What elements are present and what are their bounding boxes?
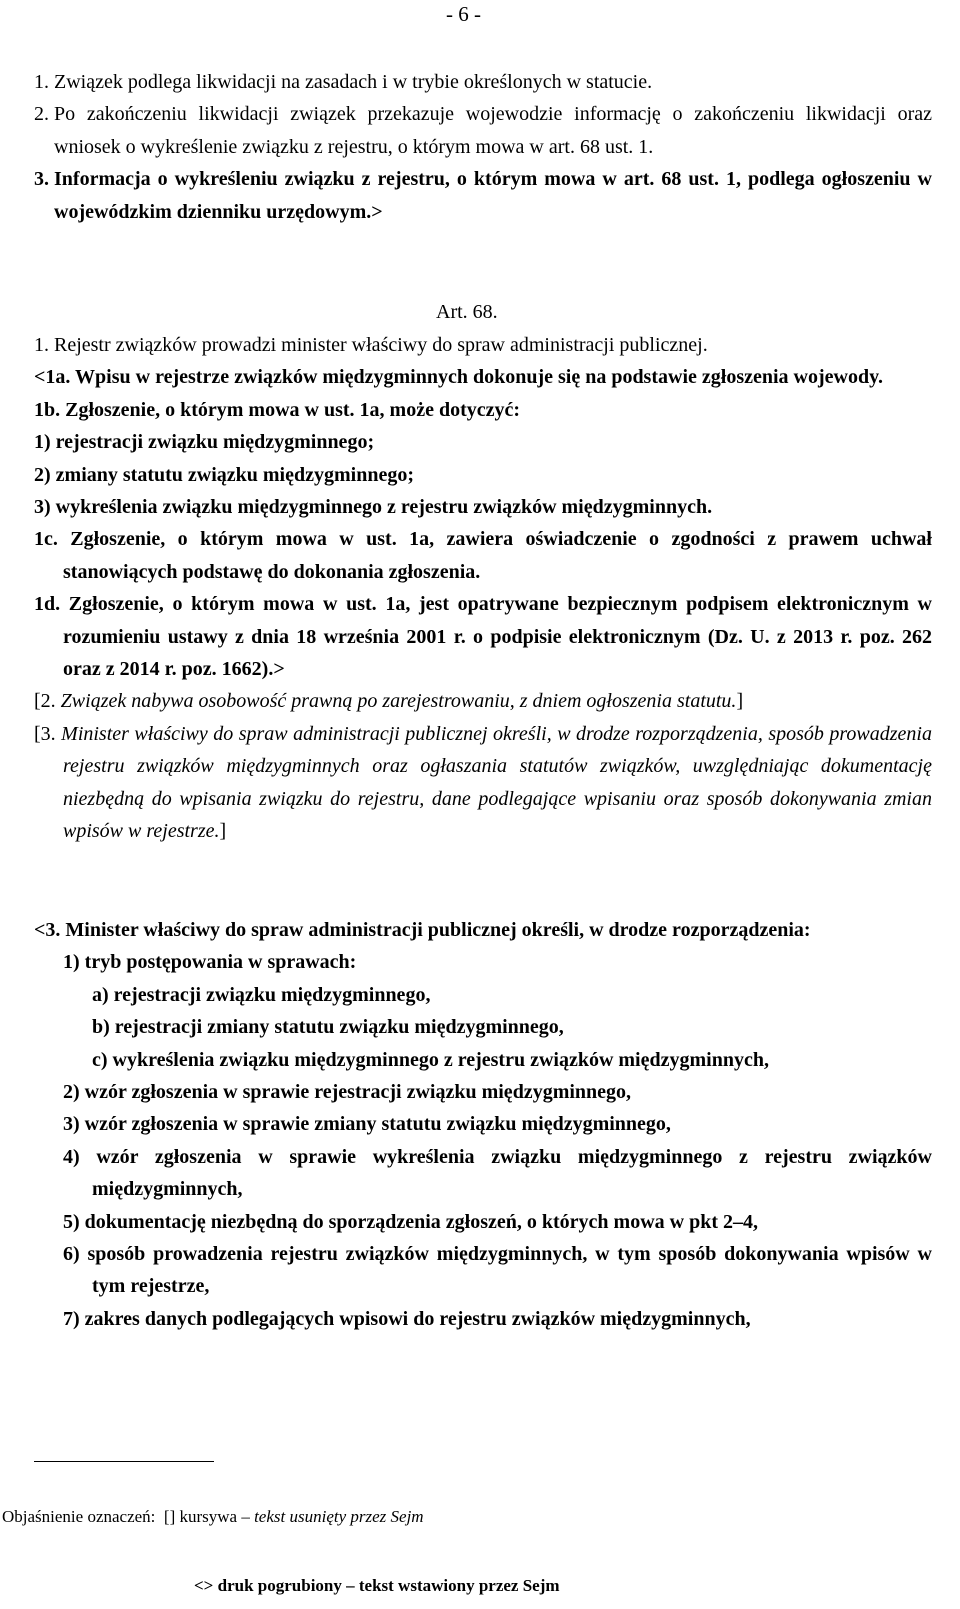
paragraph-3: 3. Informacja o wykreśleniu związku z rejestru, o którym mowa w art. 68 ust. 1, podlega ogłoszeniu w wojewódzkim dzienniku urzędowym.> <box>34 168 932 223</box>
paragraph-1d: 1d. Zgłoszenie, o którym mowa w ust. 1a, jest opatrywane bezpiecznym podpisem elektronicznym w rozumieniu ustawy z dnia 18 września 2001 r. o podpisie elektronicznym (Dz. U. z 2013 r. poz. 262 oraz z 2014 r. poz. 1662).> <box>34 593 932 681</box>
paragraph-1b-item-3: 3) wykreślenia związku międzygminnego z rejestru związków międzygminnych. <box>34 496 713 519</box>
page-number: - 6 - <box>446 2 481 26</box>
new-paragraph-3-item-5: 5) dokumentację niezbędną do sporządzenia zgłoszeń, o których mowa w pkt 2–4, <box>63 1210 758 1233</box>
paragraph-1a: <1a. Wpisu w rejestrze związków międzygminnych dokonuje się na podstawie zgłoszenia wojewody. <box>34 366 883 389</box>
paragraph-1: 1. Związek podlega likwidacji na zasadach i w trybie określonych w statucie. <box>34 71 653 93</box>
article-paragraph-1: 1. Rejestr związków prowadzi minister właściwy do spraw administracji publicznej. <box>34 334 708 356</box>
new-paragraph-3 <box>34 914 932 1335</box>
deleted-paragraph-2: [2. Związek nabywa osobowość prawną po zarejestrowaniu, z dniem ogłoszenia statutu.] <box>34 690 744 713</box>
new-paragraph-3-intro: <3. Minister właściwy do spraw administracji publicznej określi, w drodze rozporządzenia: <box>34 919 811 941</box>
paragraph-2: 2. Po zakończeniu likwidacji związek przekazuje wojewodzie informację o zakończeniu likwidacji oraz wniosek o wykreślenie związku z rejestru, o którym mowa w art. 68 ust. 1. <box>34 103 932 158</box>
article-68-body <box>34 329 932 848</box>
paragraph-1c: 1c. Zgłoszenie, o którym mowa w ust. 1a, zawiera oświadczenie o zgodności z prawem uchwał stanowiących podstawę do dokonania zgłoszenia. <box>34 528 932 583</box>
paragraph-1b-item-2: 2) zmiany statutu związku międzygminnego; <box>34 463 414 486</box>
footnote-separator <box>34 1461 214 1462</box>
deleted-paragraph-3: [3. Minister właściwy do spraw administracji publicznej określi, w drodze rozporządzenia, sposób prowadzenia rejestru związków międzygminnych oraz ogłaszania statutów związków, uwzględniając dokumentację niezbędną do wpisania związku do rejestru, dane podlegające wpisaniu oraz sposób dokonywania zmian wpisów w rejestrze.] <box>34 722 932 843</box>
new-paragraph-3-item-3: 3) wzór zgłoszenia w sprawie zmiany statutu związku międzygminnego, <box>63 1113 671 1136</box>
new-paragraph-3-item-6: 6) sposób prowadzenia rejestru związków międzygminnych, w tym sposób dokonywania wpisów w tym rejestrze, <box>63 1243 932 1298</box>
new-paragraph-3-sub-c: c) wykreślenia związku międzygminnego z rejestru związków międzygminnych, <box>92 1048 769 1071</box>
new-paragraph-3-sub-a: a) rejestracji związku międzygminnego, <box>92 983 431 1006</box>
liquidation-section <box>34 66 932 228</box>
article-title: Art. 68. <box>436 301 498 323</box>
footnote-line-1: Objaśnienie oznaczeń: [] kursywa – tekst usunięty przez Sejm <box>2 1507 424 1526</box>
new-paragraph-3-item-7: 7) zakres danych podlegających wpisowi do rejestru związków międzygminnych, <box>63 1307 751 1330</box>
new-paragraph-3-item-4: 4) wzór zgłoszenia w sprawie wykreślenia związku międzygminnego z rejestru związków międzygminnych, <box>63 1145 932 1201</box>
paragraph-1b: 1b. Zgłoszenie, o którym mowa w ust. 1a, może dotyczyć: <box>34 398 521 421</box>
paragraph-1b-item-1: 1) rejestracji związku międzygminnego; <box>34 431 375 454</box>
new-paragraph-3-item-2: 2) wzór zgłoszenia w sprawie rejestracji związku międzygminnego, <box>63 1081 632 1104</box>
footnote-line-2: <> druk pogrubiony – tekst wstawiony przez Sejm <box>194 1576 560 1595</box>
new-paragraph-3-sub-b: b) rejestracji zmiany statutu związku międzygminnego, <box>92 1016 564 1039</box>
new-paragraph-3-item-1: 1) tryb postępowania w sprawach: <box>63 951 357 974</box>
